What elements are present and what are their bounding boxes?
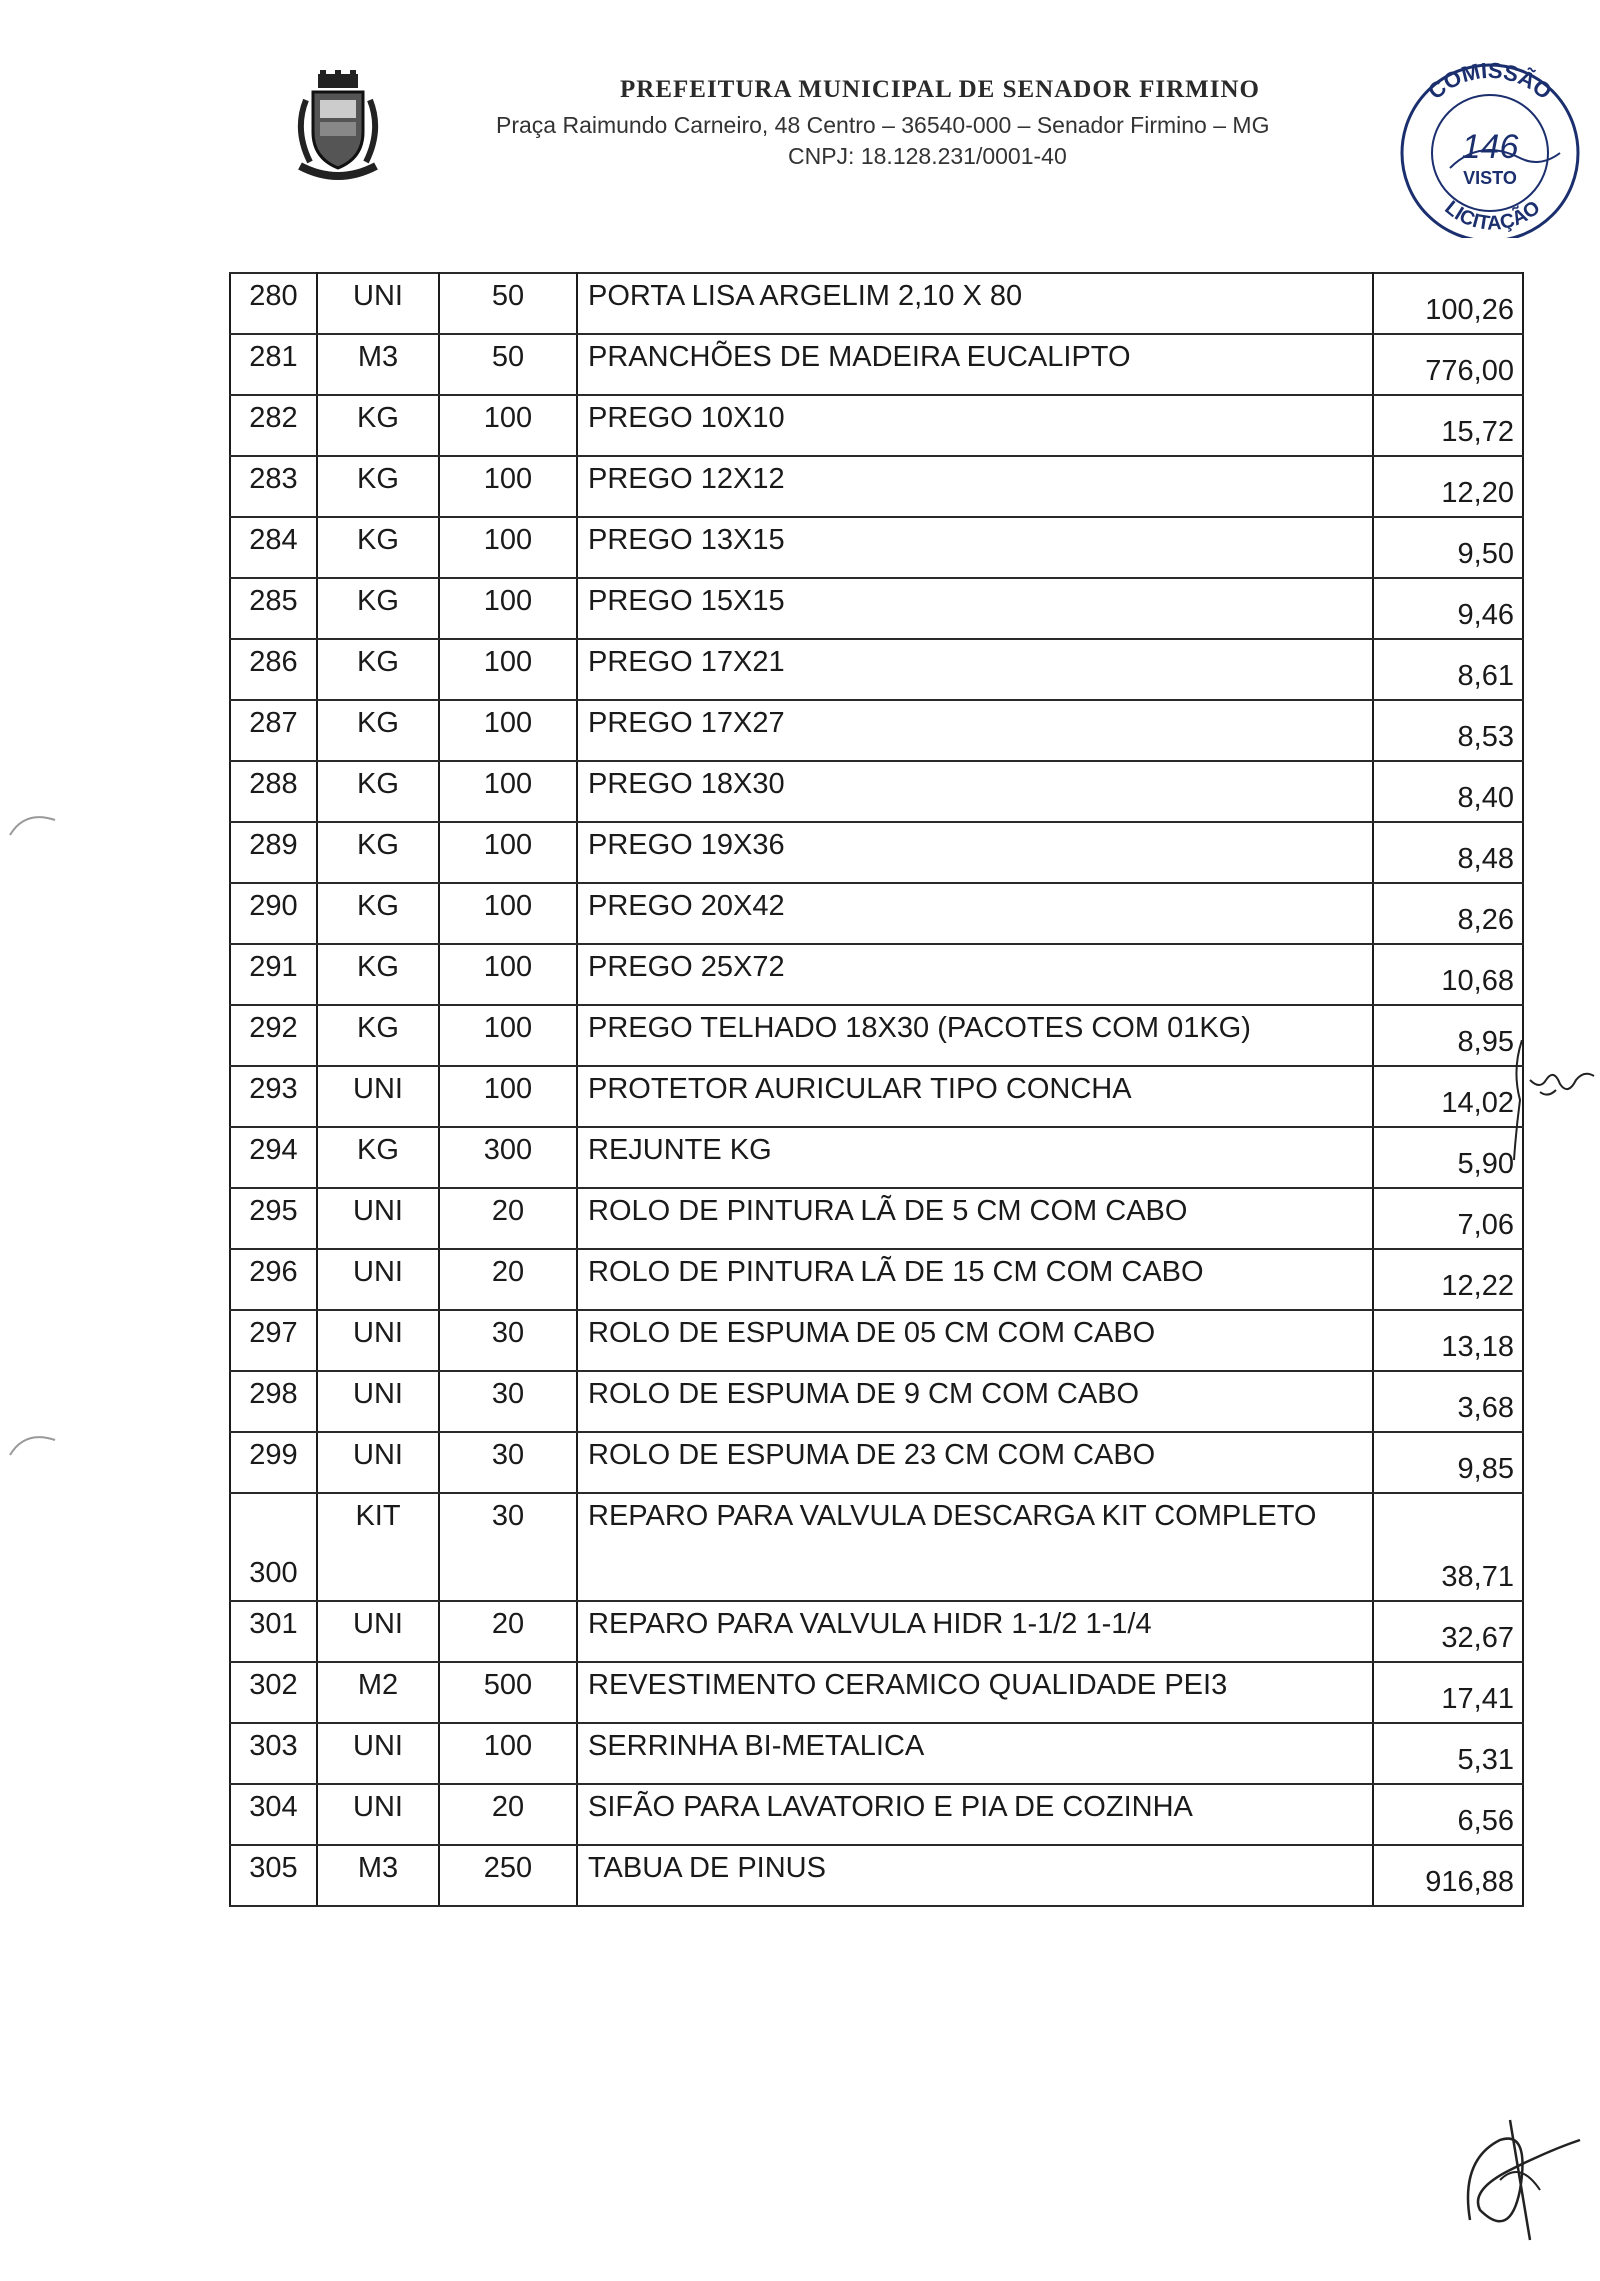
price-cell: 12,22 bbox=[1373, 1249, 1523, 1310]
header-title: PREFEITURA MUNICIPAL DE SENADOR FIRMINO bbox=[620, 76, 1260, 103]
table-row bbox=[230, 1662, 1523, 1723]
price-cell: 12,20 bbox=[1373, 456, 1523, 517]
item-number-cell: 282 bbox=[230, 395, 317, 456]
description-cell: PROTETOR AURICULAR TIPO CONCHA bbox=[577, 1066, 1373, 1127]
price-cell: 6,56 bbox=[1373, 1784, 1523, 1845]
item-number-cell: 291 bbox=[230, 944, 317, 1005]
unit-cell: UNI bbox=[317, 1723, 439, 1784]
svg-text:LICITAÇÃO bbox=[1441, 197, 1545, 235]
quantity-cell: 100 bbox=[439, 883, 577, 944]
item-number-cell: 283 bbox=[230, 456, 317, 517]
price-cell: 17,41 bbox=[1373, 1662, 1523, 1723]
table-row bbox=[230, 700, 1523, 761]
table-row bbox=[230, 334, 1523, 395]
description-cell: SIFÃO PARA LAVATORIO E PIA DE COZINHA bbox=[577, 1784, 1373, 1845]
price-cell: 5,31 bbox=[1373, 1723, 1523, 1784]
description-cell: SERRINHA BI-METALICA bbox=[577, 1723, 1373, 1784]
price-cell: 9,50 bbox=[1373, 517, 1523, 578]
unit-cell: UNI bbox=[317, 1432, 439, 1493]
price-cell: 15,72 bbox=[1373, 395, 1523, 456]
description-cell: ROLO DE ESPUMA DE 9 CM COM CABO bbox=[577, 1371, 1373, 1432]
unit-cell: UNI bbox=[317, 1784, 439, 1845]
unit-cell: M2 bbox=[317, 1662, 439, 1723]
quantity-cell: 30 bbox=[439, 1493, 577, 1601]
table-row bbox=[230, 1127, 1523, 1188]
table-row bbox=[230, 517, 1523, 578]
description-cell: REPARO PARA VALVULA DESCARGA KIT COMPLETO bbox=[577, 1493, 1373, 1601]
item-number-cell: 281 bbox=[230, 334, 317, 395]
item-number-cell: 293 bbox=[230, 1066, 317, 1127]
table-row bbox=[230, 1784, 1523, 1845]
stamp-bottom-text: LICITAÇÃO bbox=[1440, 196, 1545, 235]
comissao-licitacao-stamp-icon bbox=[1390, 58, 1590, 238]
table-row bbox=[230, 639, 1523, 700]
item-number-cell: 294 bbox=[230, 1127, 317, 1188]
unit-cell: KG bbox=[317, 822, 439, 883]
price-cell: 3,68 bbox=[1373, 1371, 1523, 1432]
quantity-cell: 100 bbox=[439, 639, 577, 700]
quantity-cell: 20 bbox=[439, 1249, 577, 1310]
price-cell: 32,67 bbox=[1373, 1601, 1523, 1662]
item-number-cell: 290 bbox=[230, 883, 317, 944]
quantity-cell: 50 bbox=[439, 273, 577, 334]
price-cell: 38,71 bbox=[1373, 1493, 1523, 1601]
svg-text:COMISSÃO bbox=[1423, 58, 1557, 104]
handwritten-signature-icon bbox=[1440, 2100, 1590, 2250]
price-cell: 8,26 bbox=[1373, 883, 1523, 944]
quantity-cell: 20 bbox=[439, 1784, 577, 1845]
item-number-cell: 303 bbox=[230, 1723, 317, 1784]
item-number-cell: 302 bbox=[230, 1662, 317, 1723]
price-cell: 8,48 bbox=[1373, 822, 1523, 883]
table-row bbox=[230, 456, 1523, 517]
quantity-cell: 30 bbox=[439, 1310, 577, 1371]
price-cell: 9,46 bbox=[1373, 578, 1523, 639]
description-cell: PREGO 17X21 bbox=[577, 639, 1373, 700]
stamp-visto: VISTO bbox=[1463, 168, 1517, 188]
quantity-cell: 20 bbox=[439, 1601, 577, 1662]
price-cell: 8,40 bbox=[1373, 761, 1523, 822]
unit-cell: UNI bbox=[317, 1188, 439, 1249]
quantity-cell: 50 bbox=[439, 334, 577, 395]
quantity-cell: 500 bbox=[439, 1662, 577, 1723]
unit-cell: KG bbox=[317, 761, 439, 822]
table-row bbox=[230, 1005, 1523, 1066]
item-number-cell: 288 bbox=[230, 761, 317, 822]
table-row bbox=[230, 1371, 1523, 1432]
description-cell: PREGO 25X72 bbox=[577, 944, 1373, 1005]
item-number-cell: 295 bbox=[230, 1188, 317, 1249]
document-header bbox=[0, 0, 1600, 235]
description-cell: PREGO 19X36 bbox=[577, 822, 1373, 883]
handwritten-initials-mark-icon bbox=[1510, 1040, 1600, 1180]
price-cell: 8,53 bbox=[1373, 700, 1523, 761]
unit-cell: UNI bbox=[317, 1249, 439, 1310]
item-number-cell: 284 bbox=[230, 517, 317, 578]
description-cell: PREGO TELHADO 18X30 (PACOTES COM 01KG) bbox=[577, 1005, 1373, 1066]
header-cnpj: CNPJ: 18.128.231/0001-40 bbox=[788, 143, 1067, 169]
table-row bbox=[230, 1845, 1523, 1906]
quantity-cell: 250 bbox=[439, 1845, 577, 1906]
unit-cell: M3 bbox=[317, 334, 439, 395]
item-number-cell: 285 bbox=[230, 578, 317, 639]
price-cell: 776,00 bbox=[1373, 334, 1523, 395]
description-cell: REVESTIMENTO CERAMICO QUALIDADE PEI3 bbox=[577, 1662, 1373, 1723]
table-row bbox=[230, 1493, 1523, 1601]
quantity-cell: 100 bbox=[439, 822, 577, 883]
unit-cell: KG bbox=[317, 395, 439, 456]
quantity-cell: 100 bbox=[439, 1005, 577, 1066]
price-cell: 100,26 bbox=[1373, 273, 1523, 334]
table-row bbox=[230, 273, 1523, 334]
price-cell: 8,95 bbox=[1373, 1005, 1523, 1066]
item-number-cell: 305 bbox=[230, 1845, 317, 1906]
description-cell: PREGO 18X30 bbox=[577, 761, 1373, 822]
price-cell: 9,85 bbox=[1373, 1432, 1523, 1493]
table-row bbox=[230, 1188, 1523, 1249]
table-row bbox=[230, 578, 1523, 639]
quantity-cell: 100 bbox=[439, 517, 577, 578]
unit-cell: KG bbox=[317, 639, 439, 700]
quantity-cell: 30 bbox=[439, 1371, 577, 1432]
quantity-cell: 100 bbox=[439, 456, 577, 517]
item-number-cell: 301 bbox=[230, 1601, 317, 1662]
item-number-cell: 280 bbox=[230, 273, 317, 334]
header-address: Praça Raimundo Carneiro, 48 Centro – 36540-000 – Senador Firmino – MG bbox=[496, 112, 1270, 138]
quantity-cell: 100 bbox=[439, 1723, 577, 1784]
item-number-cell: 296 bbox=[230, 1249, 317, 1310]
description-cell: PREGO 17X27 bbox=[577, 700, 1373, 761]
item-number-cell: 292 bbox=[230, 1005, 317, 1066]
description-cell: PRANCHÕES DE MADEIRA EUCALIPTO bbox=[577, 334, 1373, 395]
unit-cell: KG bbox=[317, 1005, 439, 1066]
description-cell: REPARO PARA VALVULA HIDR 1-1/2 1-1/4 bbox=[577, 1601, 1373, 1662]
unit-cell: KG bbox=[317, 456, 439, 517]
unit-cell: KG bbox=[317, 944, 439, 1005]
quantity-cell: 100 bbox=[439, 700, 577, 761]
table-row bbox=[230, 1432, 1523, 1493]
quantity-cell: 20 bbox=[439, 1188, 577, 1249]
description-cell: PREGO 15X15 bbox=[577, 578, 1373, 639]
unit-cell: KG bbox=[317, 883, 439, 944]
stamp-top-text: COMISSÃO bbox=[1423, 58, 1557, 105]
unit-cell: KG bbox=[317, 517, 439, 578]
unit-cell: KG bbox=[317, 700, 439, 761]
unit-cell: KIT bbox=[317, 1493, 439, 1601]
description-cell: ROLO DE ESPUMA DE 05 CM COM CABO bbox=[577, 1310, 1373, 1371]
item-number-cell: 298 bbox=[230, 1371, 317, 1432]
description-cell: PREGO 20X42 bbox=[577, 883, 1373, 944]
unit-cell: KG bbox=[317, 578, 439, 639]
description-cell: REJUNTE KG bbox=[577, 1127, 1373, 1188]
description-cell: ROLO DE ESPUMA DE 23 CM COM CABO bbox=[577, 1432, 1373, 1493]
item-number-cell: 286 bbox=[230, 639, 317, 700]
quantity-cell: 100 bbox=[439, 395, 577, 456]
price-cell: 8,61 bbox=[1373, 639, 1523, 700]
item-number-cell: 289 bbox=[230, 822, 317, 883]
item-number-cell: 300 bbox=[230, 1493, 317, 1601]
stamp-page-number: 146 bbox=[1461, 128, 1519, 166]
table-row bbox=[230, 395, 1523, 456]
description-cell: PREGO 12X12 bbox=[577, 456, 1373, 517]
punch-hole-mark-icon bbox=[0, 1420, 60, 1460]
quantity-cell: 100 bbox=[439, 761, 577, 822]
unit-cell: UNI bbox=[317, 1310, 439, 1371]
price-cell: 5,90 bbox=[1373, 1127, 1523, 1188]
description-cell: ROLO DE PINTURA LÃ DE 15 CM COM CABO bbox=[577, 1249, 1373, 1310]
quantity-cell: 100 bbox=[439, 578, 577, 639]
quantity-cell: 300 bbox=[439, 1127, 577, 1188]
quantity-cell: 30 bbox=[439, 1432, 577, 1493]
description-cell: PREGO 13X15 bbox=[577, 517, 1373, 578]
unit-cell: KG bbox=[317, 1127, 439, 1188]
price-cell: 916,88 bbox=[1373, 1845, 1523, 1906]
table-row bbox=[230, 1601, 1523, 1662]
table-row bbox=[230, 1723, 1523, 1784]
price-cell: 7,06 bbox=[1373, 1188, 1523, 1249]
table-row bbox=[230, 1310, 1523, 1371]
item-number-cell: 304 bbox=[230, 1784, 317, 1845]
table-row bbox=[230, 761, 1523, 822]
table-row bbox=[230, 1066, 1523, 1127]
unit-cell: UNI bbox=[317, 1371, 439, 1432]
punch-hole-mark-icon bbox=[0, 800, 60, 840]
quantity-cell: 100 bbox=[439, 1066, 577, 1127]
price-cell: 10,68 bbox=[1373, 944, 1523, 1005]
unit-cell: UNI bbox=[317, 273, 439, 334]
item-number-cell: 287 bbox=[230, 700, 317, 761]
price-cell: 14,02 bbox=[1373, 1066, 1523, 1127]
quantity-cell: 100 bbox=[439, 944, 577, 1005]
price-table bbox=[229, 272, 1524, 1907]
table-row bbox=[230, 883, 1523, 944]
unit-cell: M3 bbox=[317, 1845, 439, 1906]
unit-cell: UNI bbox=[317, 1066, 439, 1127]
table-row bbox=[230, 1249, 1523, 1310]
item-number-cell: 297 bbox=[230, 1310, 317, 1371]
item-number-cell: 299 bbox=[230, 1432, 317, 1493]
description-cell: ROLO DE PINTURA LÃ DE 5 CM COM CABO bbox=[577, 1188, 1373, 1249]
description-cell: PREGO 10X10 bbox=[577, 395, 1373, 456]
table-row bbox=[230, 944, 1523, 1005]
description-cell: PORTA LISA ARGELIM 2,10 X 80 bbox=[577, 273, 1373, 334]
unit-cell: UNI bbox=[317, 1601, 439, 1662]
price-cell: 13,18 bbox=[1373, 1310, 1523, 1371]
description-cell: TABUA DE PINUS bbox=[577, 1845, 1373, 1906]
municipal-coat-of-arms-icon bbox=[288, 70, 388, 190]
table-row bbox=[230, 822, 1523, 883]
